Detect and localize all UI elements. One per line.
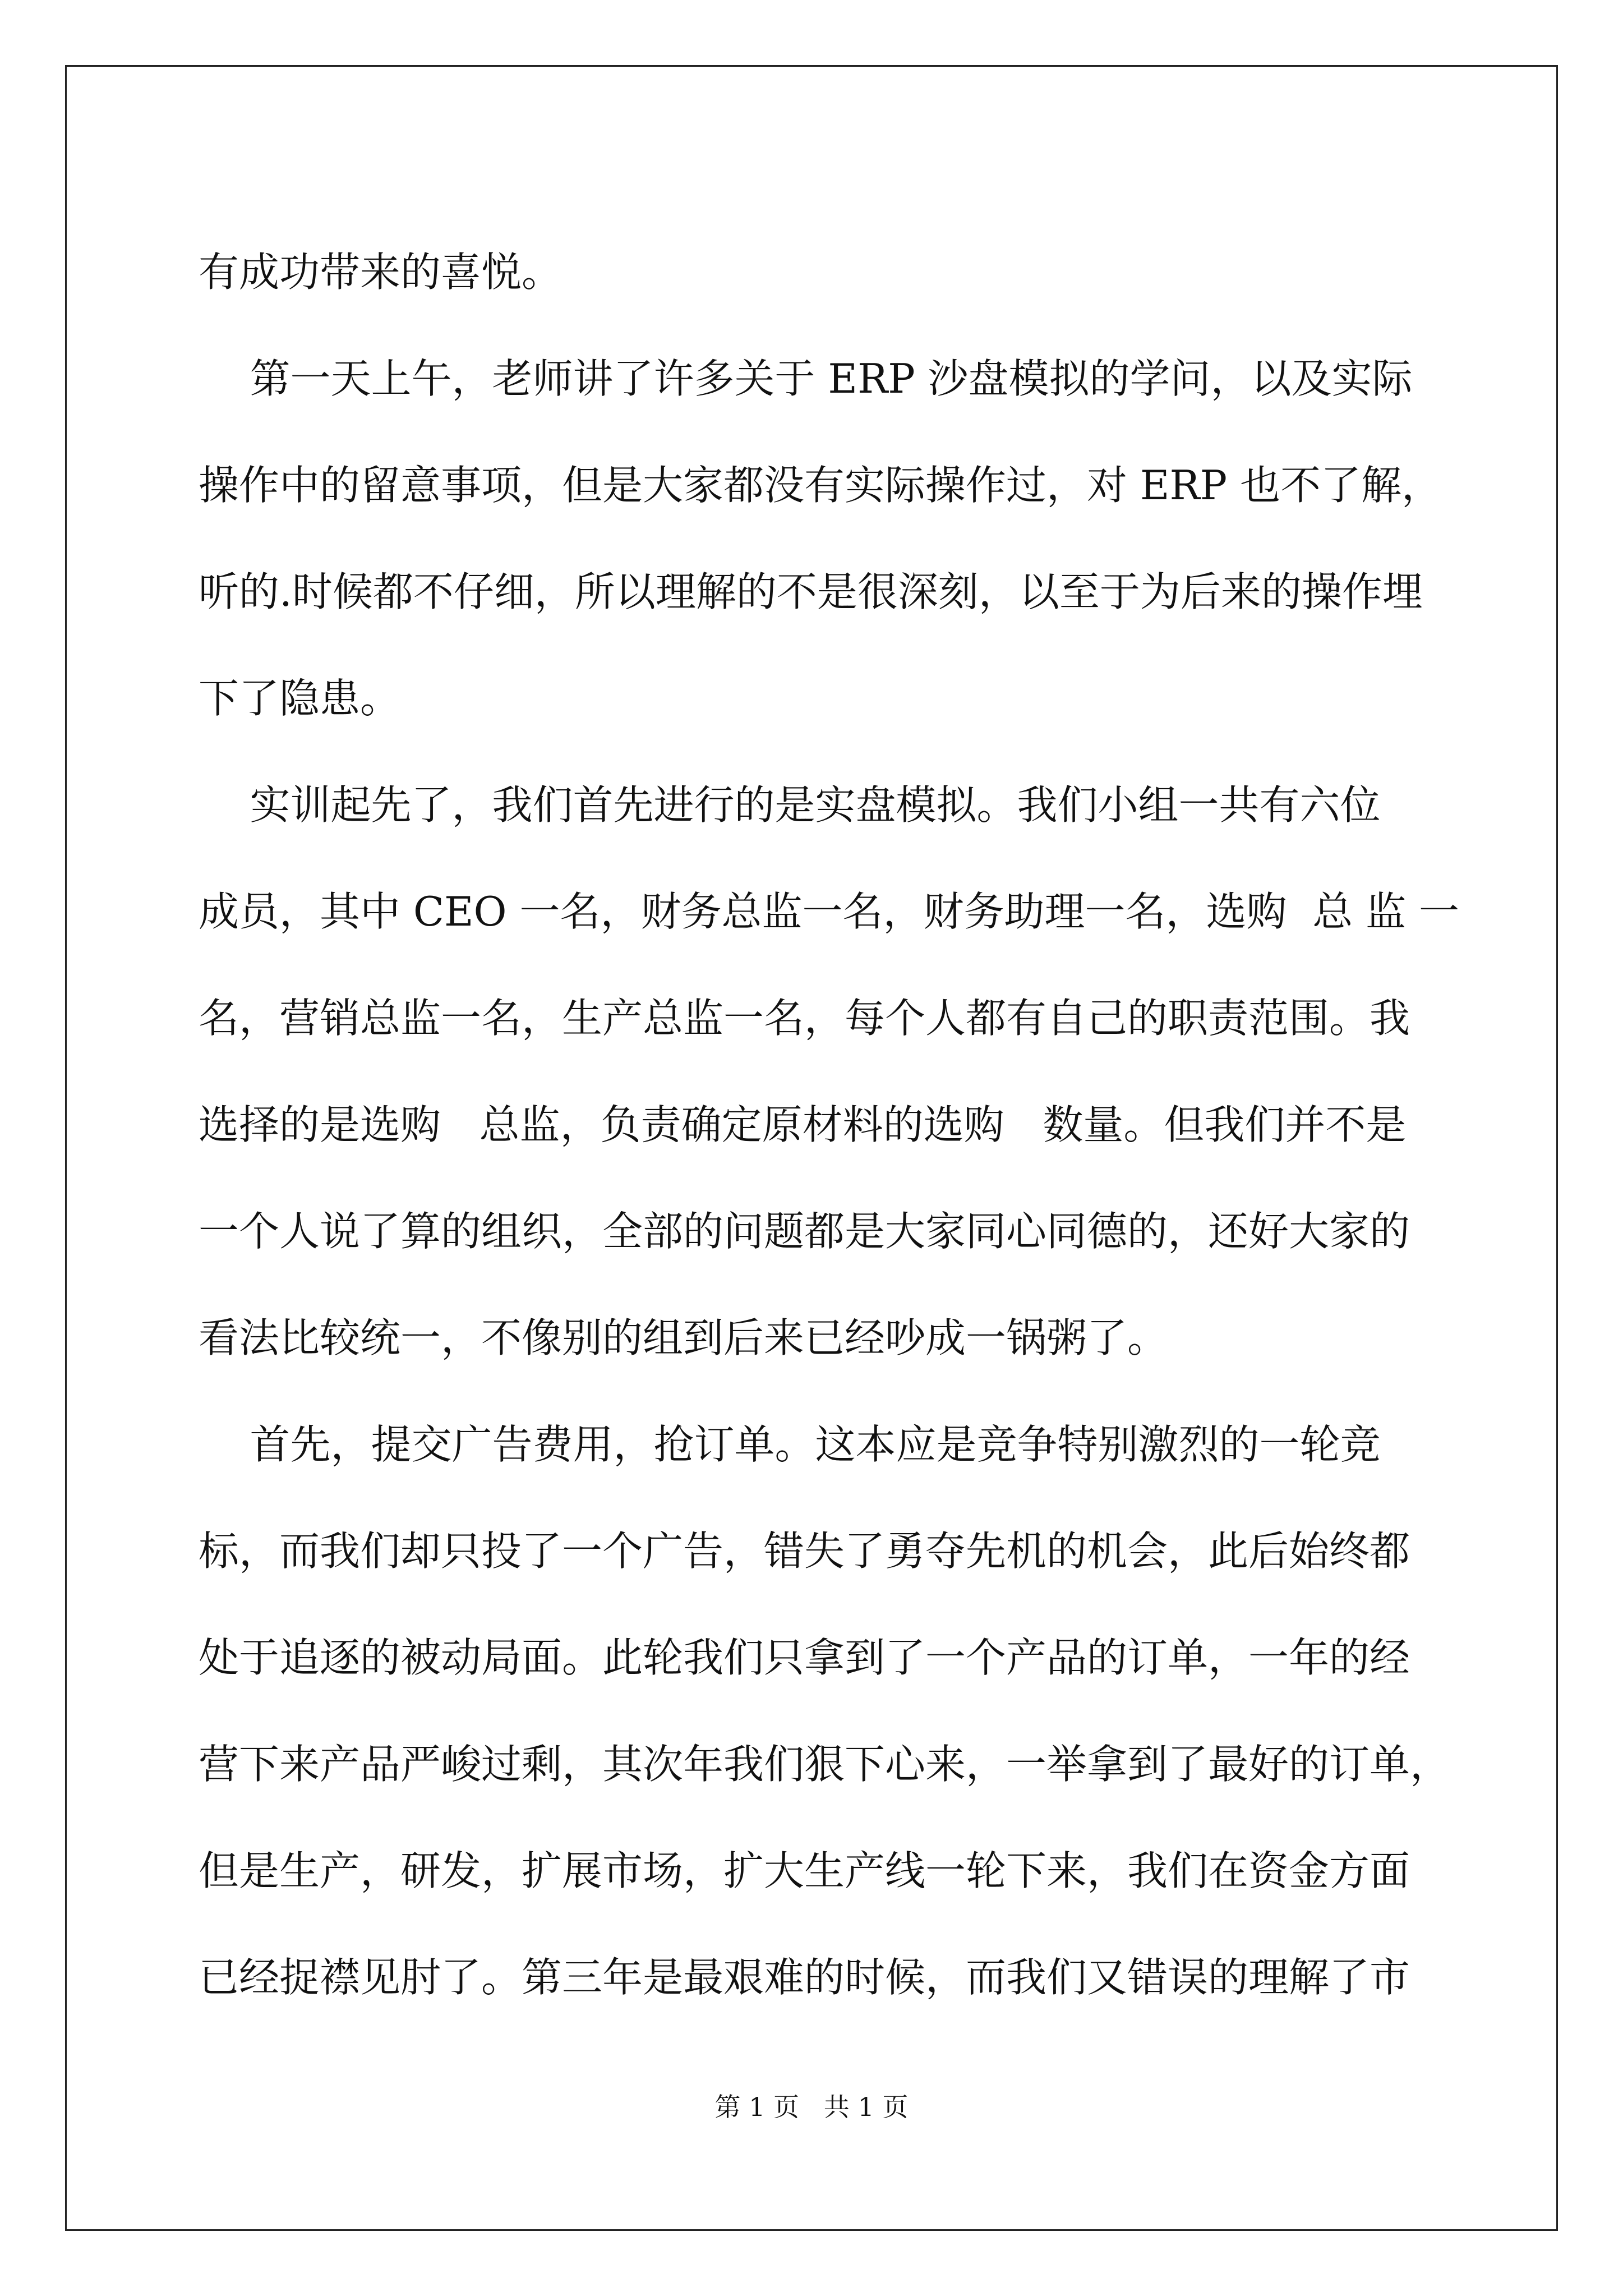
text-line: 已经捉襟见肘了。第三年是最艰难的时候，而我们又错误的理解了市 — [199, 1954, 1410, 2001]
text-line: 名，营销总监一名，生产总监一名，每个人都有自己的职责范围。我 — [199, 995, 1410, 1042]
document-body — [199, 219, 1459, 2031]
text-line: 但是生产，研发，扩展市场，扩大生产线一轮下来，我们在资金方面 — [199, 1847, 1410, 1894]
text-line: 营下来产品严峻过剩，其次年我们狠下心来，一举拿到了最好的订单， — [199, 1741, 1451, 1788]
text-line: 首先，提交广告费用，抢订单。这本应是竞争特别激烈的一轮竞 — [199, 1421, 1381, 1468]
text-line: 听的.时候都不仔细，所以理解的不是很深刻，以至于为后来的操作埋 — [199, 568, 1423, 615]
text-line: 下了隐患。 — [199, 675, 401, 722]
text-line: 实训起先了，我们首先进行的是实盘模拟。我们小组一共有六位 — [199, 781, 1381, 829]
text-line: 一个人说了算的组织，全部的问题都是大家同心同德的，还好大家的 — [199, 1208, 1410, 1255]
text-line: 第一天上午，老师讲了许多关于 ERP 沙盘模拟的学问，以及实际 — [199, 355, 1413, 402]
text-line: 成员，其中 CEO 一名，财务总监一名，财务助理一名，选购 总 监 一 — [199, 888, 1459, 935]
text-line: 选择的是选购 总监，负责确定原材料的选购 数量。但我们并不是 — [199, 1101, 1407, 1148]
text-line: 看法比较统一，不像别的组到后来已经吵成一锅粥了。 — [199, 1314, 1168, 1361]
page-number: 第 1 页 共 1 页 — [714, 2092, 909, 2122]
text-line: 处于追逐的被动局面。此轮我们只拿到了一个产品的订单，一年的经 — [199, 1634, 1410, 1681]
text-line: 操作中的留意事项，但是大家都没有实际操作过，对 ERP 也不了解， — [199, 462, 1442, 509]
page-footer — [0, 2087, 1623, 2124]
text-line: 标，而我们却只投了一个广告，错失了勇夺先机的机会，此后始终都 — [199, 1527, 1410, 1575]
text-line: 有成功带来的喜悦。 — [199, 249, 562, 296]
